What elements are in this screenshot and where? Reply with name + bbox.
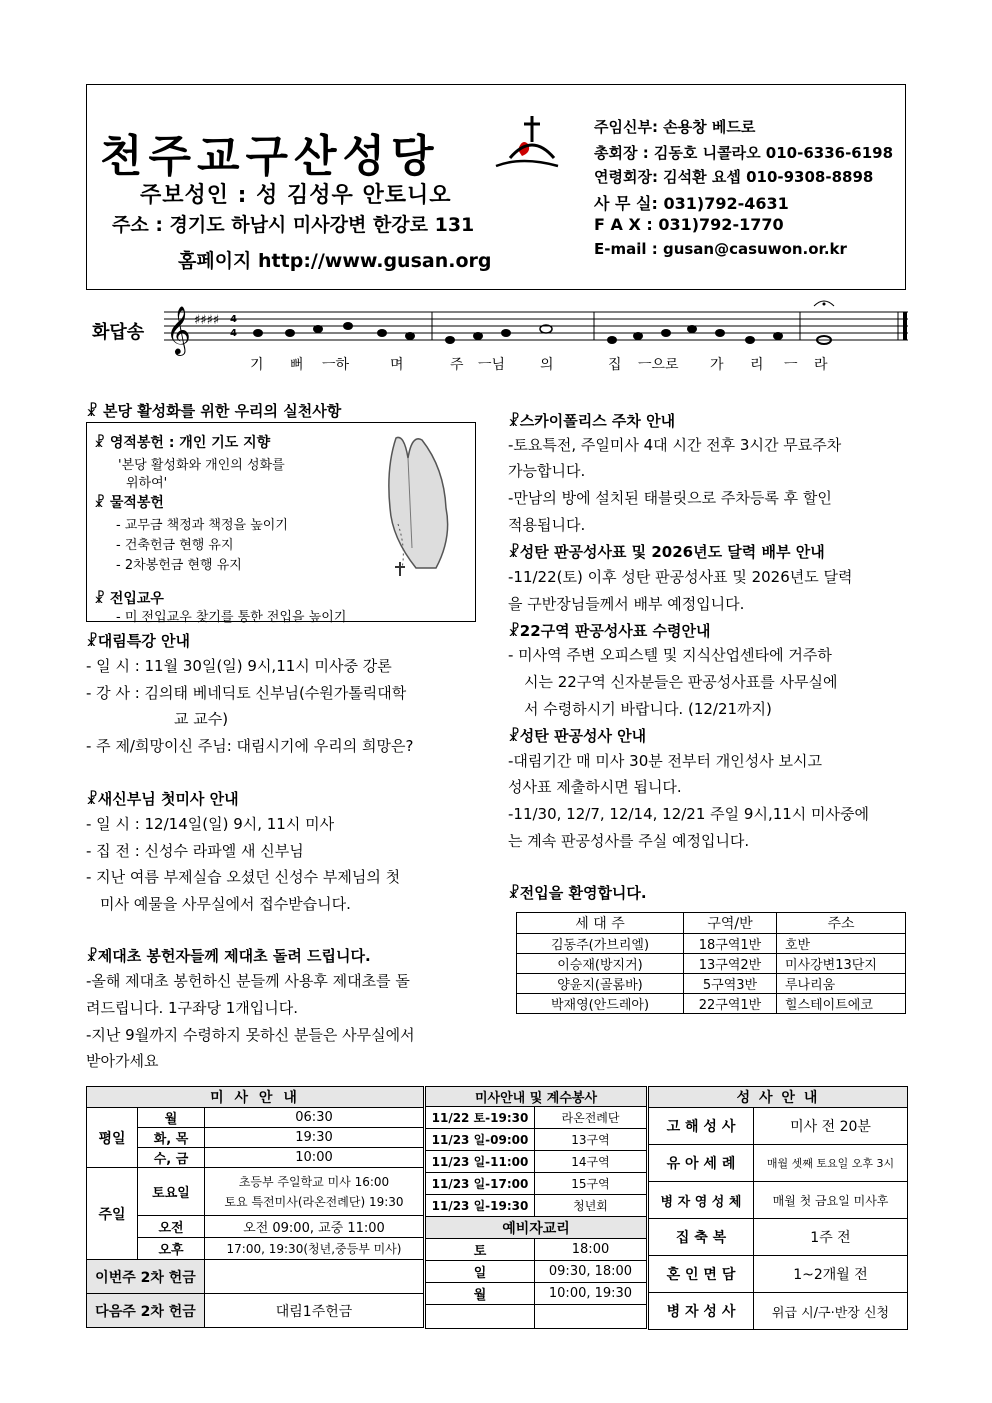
homepage-link[interactable]: 홈페이지 http://www.gusan.org (178, 250, 492, 272)
duty-group: 15구역 (535, 1173, 647, 1195)
table-row (649, 1256, 908, 1293)
church-logo-icon (492, 112, 562, 174)
advent-line: - 주 제/희망이신 주님: 대림시기에 우리의 희망은? (86, 737, 414, 755)
sacrament-name: 병 자 영 성 체 (649, 1182, 754, 1219)
district22-line: 서 수령하시기 바랍니다. (12/21까지) (524, 700, 772, 718)
afternoon-mass: 17:00, 19:30(청년,중등부 미사) (205, 1238, 424, 1260)
parking-line: -토요특전, 주일미사 4대 시간 전후 3시간 무료주차 (508, 436, 842, 454)
welcome-district: 13구역2반 (684, 954, 777, 974)
welcome-name: 이승재(방지거) (517, 954, 684, 974)
welcome-table (516, 912, 906, 1014)
welcome-address: 힐스테이트에코 (777, 994, 906, 1014)
catechism-title: 예비자교리 (426, 1217, 647, 1239)
patron-saint: 주보성인 : 성 김성우 안토니오 (140, 183, 452, 208)
practice-line: - 2차봉헌금 현행 유지 (116, 558, 242, 573)
table-row (517, 974, 906, 994)
advent-line: - 강 사 : 김의태 베네딕토 신부님(수원가톨릭대학 (86, 684, 407, 702)
sacraments-table (648, 1086, 908, 1330)
welcome-address: 루나리움 (777, 974, 906, 994)
lyric-syllable: ㅡ (784, 357, 798, 373)
table-row (649, 1145, 908, 1182)
welcome-name: 김동주(가브리엘) (517, 934, 684, 954)
lyric-syllable: 의 (540, 357, 554, 373)
first-mass-line: - 지난 여름 부제실습 오셨던 신성수 부제님의 첫 (86, 868, 401, 886)
welcome-header: 구역/반 (684, 913, 777, 934)
second-collection-next-value: 대림1주헌금 (205, 1294, 424, 1328)
practice-line: - 건축헌금 현행 유지 (116, 538, 234, 553)
table-row (426, 1261, 647, 1283)
calendar-line: 을 구반장님들께서 배부 예정입니다. (508, 595, 745, 613)
table-row (649, 1293, 908, 1330)
weekday-time: 19:30 (205, 1128, 424, 1148)
lyric-syllable: ㅡ하 (322, 357, 350, 373)
mass-guide-title: 미 사 안 내 (87, 1087, 424, 1108)
table-row (649, 1108, 908, 1145)
duty-group: 청년회 (535, 1195, 647, 1217)
calendar-title: ☧성탄 판공성사표 및 2026년도 달력 배부 안내 (508, 543, 825, 561)
sacrament-name: 병 자 성 사 (649, 1293, 754, 1330)
practice-spiritual: ☧ 영적봉헌 : 개인 기도 지향 (94, 435, 271, 451)
table-row (517, 934, 906, 954)
catechism-day: 월 (426, 1283, 535, 1305)
duty-title: 미사안내 및 계수봉사 (426, 1087, 647, 1107)
parking-line: -만남의 방에 설치된 태블릿으로 주차등록 후 할인 (508, 489, 832, 507)
confession-title: ☧성탄 판공성사 안내 (508, 727, 647, 745)
contact-pastor: 주임신부: 손용창 베드로 (594, 118, 756, 136)
table-row (426, 1107, 647, 1129)
table-row (649, 1182, 908, 1219)
church-title: 천주교구산성당 (100, 131, 440, 182)
lyric-syllable: ㅡ님 (478, 357, 506, 373)
sacraments-title: 성 사 안 내 (649, 1087, 908, 1108)
lyric-syllable: 가 (710, 357, 724, 373)
svg-text:4: 4 (230, 314, 237, 325)
table-row (517, 954, 906, 974)
duty-time: 11/23 일-17:00 (426, 1173, 535, 1195)
parking-line: 가능합니다. (508, 462, 586, 480)
weekday-day: 월 (138, 1108, 205, 1128)
confession-line: -11/30, 12/7, 12/14, 12/21 주일 9시,11시 미사중에 (508, 805, 870, 823)
first-mass-line: - 일 시 : 12/14일(일) 9시, 11시 미사 (86, 815, 335, 833)
morning-mass: 오전 09:00, 교중 11:00 (205, 1216, 424, 1238)
second-collection-next-label: 다음주 2차 헌금 (87, 1294, 205, 1328)
practice-material: ☧ 물적봉헌 (94, 495, 164, 511)
advent-line: 교 교수) (174, 710, 229, 728)
parking-line: 적용됩니다. (508, 516, 586, 534)
contact-president: 총회장 : 김동호 니콜라오 010-6336-6198 (594, 144, 894, 162)
candles-line: 려드립니다. 1구좌당 1개입니다. (86, 999, 299, 1017)
first-mass-line: 미사 예물을 사무실에서 접수받습니다. (100, 895, 351, 913)
candles-title: ☧제대초 봉헌자들께 제대초 돌려 드립니다. (86, 947, 371, 965)
duty-table (425, 1086, 647, 1329)
table-row (649, 1219, 908, 1256)
catechism-time: 09:30, 18:00 (535, 1261, 647, 1283)
candles-line: 받아가세요 (86, 1052, 159, 1070)
psalm-label: 화답송 (92, 322, 145, 343)
contact-funeral: 연령회장: 김석환 요셉 010-9308-8898 (594, 168, 874, 186)
district22-line: - 미사역 주변 오피스텔 및 지식산업센타에 거주하 (508, 646, 832, 664)
table-row (426, 1151, 647, 1173)
sacrament-name: 혼 인 면 담 (649, 1256, 754, 1293)
treble-clef-icon: 𝄞 (166, 305, 191, 354)
duty-group: 14구역 (535, 1151, 647, 1173)
lyric-syllable: 며 (390, 357, 404, 373)
catechism-day: 일 (426, 1261, 535, 1283)
sacrament-time: 1~2개월 전 (754, 1256, 908, 1293)
mass-guide-table (86, 1086, 424, 1328)
sacrament-time: 1주 전 (754, 1219, 908, 1256)
duty-time: 11/23 일-09:00 (426, 1129, 535, 1151)
second-collection-this-value (205, 1260, 424, 1294)
practice-line: 위하여' (126, 476, 168, 491)
table-row (426, 1129, 647, 1151)
duty-group: 라온전례단 (535, 1107, 647, 1129)
weekday-day: 화, 목 (138, 1128, 205, 1148)
table-row (426, 1283, 647, 1305)
weekday-time: 10:00 (205, 1148, 424, 1168)
confession-line: 성사표 제출하시면 됩니다. (508, 778, 682, 796)
calendar-line: -11/22(토) 이후 성탄 판공성사표 및 2026년도 달력 (508, 568, 853, 586)
afternoon-label: 오후 (138, 1238, 205, 1260)
sacrament-time: 매월 셋째 토요일 오후 3시 (754, 1145, 908, 1182)
welcome-title: ☧전입을 환영합니다. (508, 884, 647, 902)
saturday-mass: 토요 특전미사(라온전례단) 19:30 (224, 1194, 404, 1209)
catechism-time: 18:00 (535, 1239, 647, 1261)
sacrament-time: 위급 시/구·반장 신청 (754, 1293, 908, 1330)
contact-fax: F A X : 031)792-1770 (594, 215, 784, 234)
sharps-icon: ♯♯♯♯ (194, 313, 220, 328)
weekday-time: 06:30 (205, 1108, 424, 1128)
duty-group: 13구역 (535, 1129, 647, 1151)
contact-email[interactable]: E-mail : gusan@casuwon.or.kr (594, 240, 847, 258)
table-row (426, 1195, 647, 1217)
welcome-name: 박재영(안드레아) (517, 994, 684, 1014)
confession-line: 는 계속 판공성사를 주실 예정입니다. (508, 832, 750, 850)
catechism-time: 10:00, 19:30 (535, 1283, 647, 1305)
practice-title: ☧ 본당 활성화를 위한 우리의 실천사항 (86, 402, 342, 420)
welcome-district: 18구역1반 (684, 934, 777, 954)
practice-transfer: ☧ 전입교우 (94, 591, 164, 607)
saturday-mass: 초등부 주일학교 미사 16:00 (238, 1174, 390, 1189)
practice-line: '본당 활성화와 개인의 성화를 (118, 458, 285, 473)
sacrament-time: 미사 전 20분 (754, 1108, 908, 1145)
practice-line: - 교무금 책정과 책정을 높이기 (116, 518, 288, 533)
welcome-address: 호반 (777, 934, 906, 954)
table-row (517, 994, 906, 1014)
lyric-syllable: ㅡ으로 (638, 357, 679, 373)
confession-line: -대림기간 매 미사 30분 전부터 개인성사 보시고 (508, 752, 822, 770)
svg-text:4: 4 (230, 328, 237, 339)
music-staff (160, 298, 912, 356)
first-mass-title: ☧새신부님 첫미사 안내 (86, 790, 239, 808)
morning-label: 오전 (138, 1216, 205, 1238)
advent-line: - 일 시 : 11월 30일(일) 9시,11시 미사중 강론 (86, 657, 392, 675)
sacrament-name: 집 축 복 (649, 1219, 754, 1256)
district22-line: 시는 22구역 신자분들은 판공성사표를 사무실에 (524, 673, 838, 691)
district22-title: ☧22구역 판공성사표 수령안내 (508, 622, 711, 640)
duty-time: 11/22 토-19:30 (426, 1107, 535, 1129)
lyric-syllable: 리 (750, 357, 764, 373)
lyric-syllable: 집 (608, 357, 622, 373)
welcome-header: 세 대 주 (517, 913, 684, 934)
sacrament-name: 고 해 성 사 (649, 1108, 754, 1145)
chi-rho-icon: ☧ (86, 402, 103, 420)
lyric-syllable: 기 (250, 357, 264, 373)
welcome-district: 22구역1반 (684, 994, 777, 1014)
table-row (426, 1173, 647, 1195)
weekday-label: 평일 (87, 1108, 138, 1168)
duty-time: 11/23 일-11:00 (426, 1151, 535, 1173)
sacrament-name: 유 아 세 례 (649, 1145, 754, 1182)
saturday-label: 토요일 (138, 1168, 205, 1216)
candles-line: -지난 9월까지 수령하지 못하신 분들은 사무실에서 (86, 1026, 415, 1044)
second-collection-this-label: 이번주 2차 헌금 (87, 1260, 205, 1294)
parking-title: ☧스카이폴리스 주차 안내 (508, 412, 676, 430)
welcome-district: 5구역3반 (684, 974, 777, 994)
welcome-header: 주소 (777, 913, 906, 934)
advent-lecture-title: ☧대림특강 안내 (86, 632, 190, 650)
first-mass-line: - 집 전 : 신성수 라파엘 새 신부님 (86, 842, 304, 860)
welcome-name: 양윤지(골롬바) (517, 974, 684, 994)
welcome-address: 미사강변13단지 (777, 954, 906, 974)
lyric-syllable: 라 (814, 357, 828, 373)
table-row (426, 1239, 647, 1261)
sacrament-time: 매월 첫 금요일 미사후 (754, 1182, 908, 1219)
practice-line: - 미 전입교우 찾기를 통한 전입을 높이기 (116, 610, 347, 625)
praying-hands-icon (356, 428, 466, 578)
lyric-syllable: 주 (450, 357, 464, 373)
church-address: 주소 : 경기도 하남시 미사강변 한강로 131 (112, 214, 475, 236)
lyric-syllable: 뻐 (290, 357, 304, 373)
catechism-day: 토 (426, 1239, 535, 1261)
duty-time: 11/23 일-19:30 (426, 1195, 535, 1217)
candles-line: -올해 제대초 봉헌하신 분들께 사용후 제대초를 돌 (86, 972, 410, 990)
sunday-label: 주일 (87, 1168, 138, 1260)
contact-office: 사 무 실: 031)792-4631 (594, 194, 789, 213)
weekday-day: 수, 금 (138, 1148, 205, 1168)
